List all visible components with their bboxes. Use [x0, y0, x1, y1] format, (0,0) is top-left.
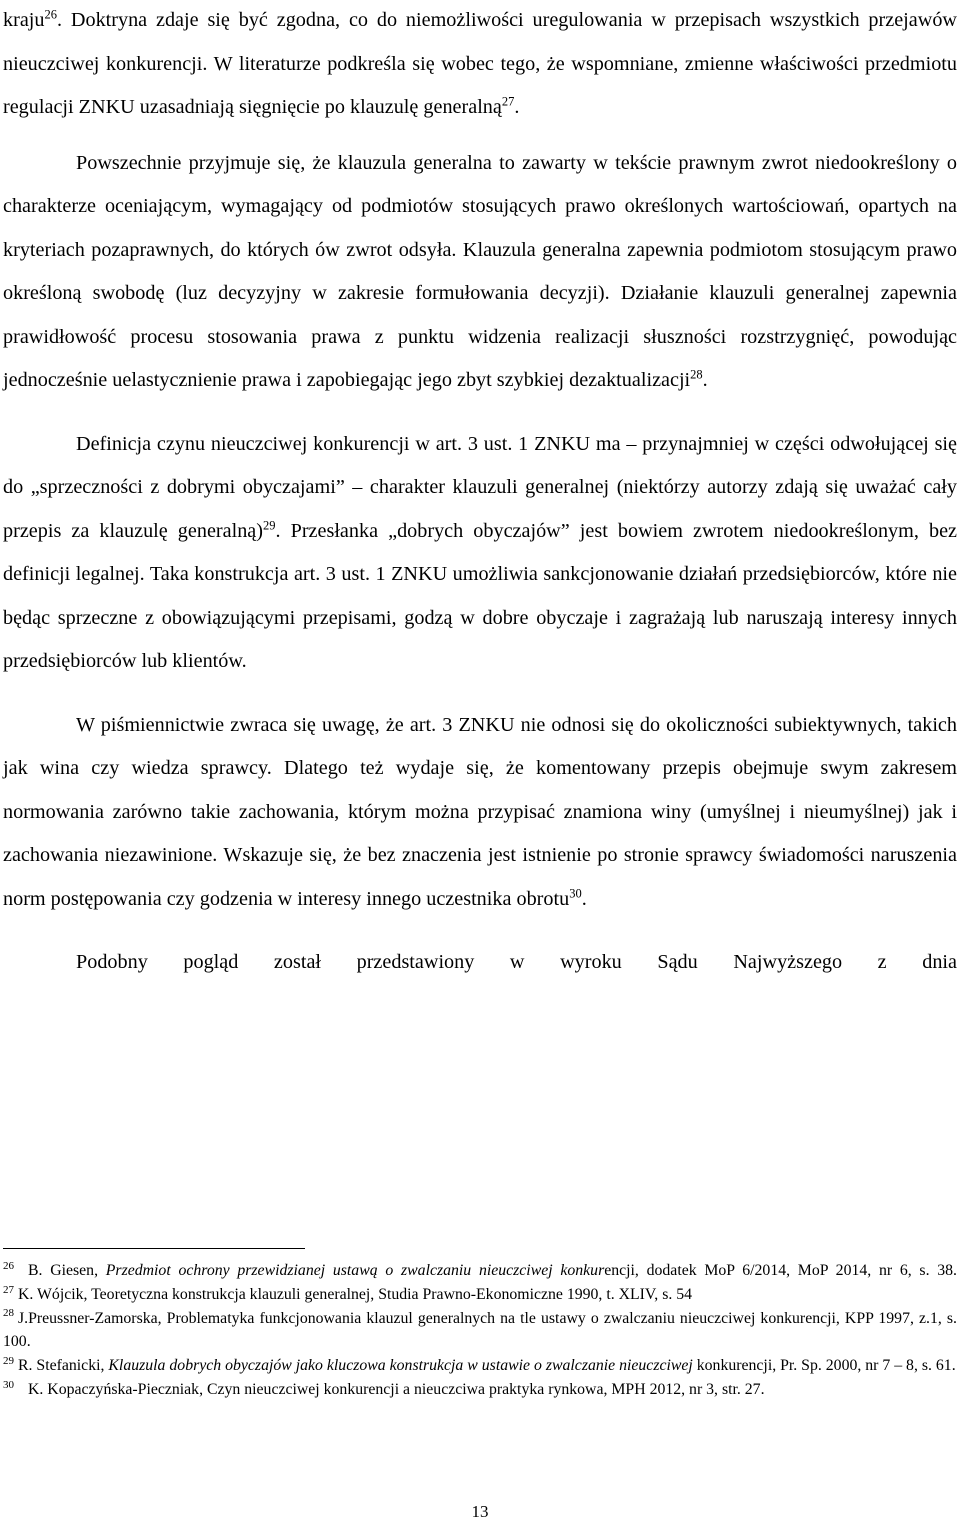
text-run: K. Kopaczyńska-Pieczniak, Czyn nieuczciwej konkurencji a nieuczciwa praktyka rynkowa, MPH 2012, nr 3, str. 27.: [28, 1380, 765, 1398]
footnote: [3, 1354, 957, 1378]
paragraph: [3, 423, 957, 684]
italic-title: Klauzula dobrych obyczajów jako kluczowa konstrukcja w ustawie o zwalczanie nieuczciwej: [108, 1357, 693, 1375]
text-run: B. Giesen,: [28, 1262, 106, 1279]
italic-title: Przedmiot ochrony przewidzianej ustawą o zwalczaniu nieuczciwej konkur: [105, 1262, 605, 1279]
footnote-reference: 26: [44, 7, 57, 22]
footnote-number: 30: [3, 1378, 14, 1391]
footnote-reference: 29: [262, 517, 276, 532]
text-run: . Doktryna zdaje się być zgodna, co do niemożliwości uregulowania w przepisach wszystkich przejawów nieuczciwej konkurencji. W literaturze podkreśla się wobec tego, że wspomniane, zmienne właściwości przedmiotu regulacji ZNKU uzasadniają sięgnięcie po klauzulę generalną: [3, 9, 957, 118]
text-run: R. Stefanicki,: [18, 1357, 109, 1375]
paragraph: [3, 941, 957, 985]
text-run: .: [702, 369, 708, 391]
text-run: . Przesłanka „dobrych obyczajów” jest bowiem zwrotem niedookreślonym, bez definicji legalnej. Taka konstrukcja art. 3 ust. 1 ZNKU umożliwia sankcjonowanie działań przedsiębiorców, które nie będąc sprzeczne z obowiązującymi przepisami, godzą w dobre obyczaje i zagrażają lub naruszają interesy innych przedsiębiorców lub klientów.: [3, 519, 957, 672]
footnote-reference: 27: [501, 94, 515, 109]
footnote: [3, 1259, 957, 1283]
footnote-number: 29: [3, 1354, 14, 1367]
paragraph: [3, 142, 957, 403]
text-run: K. Wójcik, Teoretyczna konstrukcja klauzuli generalnej, Studia Prawno-Ekonomiczne 1990, t. XLIV, s. 54: [18, 1285, 693, 1303]
footnote-reference: 28: [690, 367, 703, 382]
text-run: .: [514, 96, 520, 118]
text-run: J.Preussner-Zamorska, Problematyka funkcjonowania klauzul generalnych na tle ustawy o zwalczaniu nieuczciwej konkurencji, KPP 1997, z.1, s. 100.: [3, 1309, 957, 1351]
paragraph: [3, 704, 957, 922]
text-run: konkurencji, Pr. Sp. 2000, nr 7 – 8, s. 61.: [692, 1357, 956, 1375]
footnote-number: 26: [3, 1259, 14, 1272]
footnote-separator: [3, 1248, 305, 1249]
footnote-reference: 30: [569, 885, 582, 900]
paragraph: [3, 0, 957, 130]
footnote: [3, 1378, 957, 1402]
text-run: kraju: [3, 9, 45, 31]
text-run: Definicja czynu nieuczciwej konkurencji w art. 3 ust. 1 ZNKU ma – przynajmniej w części odwołującej się do „sprzeczności z dobrymi obyczajami” – charakter klauzuli generalnej (niektórzy autorzy zdają się uważać cały przepis za klauzulę generalną): [3, 432, 957, 542]
footnotes: [3, 1259, 957, 1402]
text-run: .: [581, 887, 587, 910]
footnote: [3, 1283, 957, 1307]
page-number: 13: [471, 1502, 489, 1521]
body-text: [3, 0, 957, 985]
footnote: [3, 1307, 957, 1355]
text-run: W piśmiennictwie zwraca się uwagę, że art. 3 ZNKU nie odnosi się do okoliczności subiektywnych, takich jak wina czy wiedza sprawcy. Dlatego też wydaje się, że komentowany przepis obejmuje swym zakresem normowania zarówno takie zachowania, którym można przypisać znamiona winy (umyślnej i nieumyślnej) jak i zachowania niezawinione. Wskazuje się, że bez znaczenia jest istnienie po stronie sprawcy świadomości naruszenia norm postępowania czy godzenia w interesy innego uczestnika obrotu: [3, 713, 957, 910]
footnote-number: 27: [3, 1283, 14, 1296]
text-run: encji, dodatek MoP 6/2014, MoP 2014, nr 6, s. 38.: [604, 1262, 957, 1279]
text-run: Powszechnie przyjmuje się, że klauzula generalna to zawarty w tekście prawnym zwrot niedookreślony o charakterze oceniającym, wymagający od podmiotów stosujących prawo określonych wartościowań, opartych na kryteriach pozaprawnych, do których ów zwrot odsyła. Klauzula generalna zapewnia podmiotom stosującym prawo określoną swobodę (luz decyzyjny w zakresie formułowania decyzji). Działanie klauzuli generalnej zapewnia prawidłowość procesu stosowania prawa z punktu widzenia realizacji słuszności rozstrzygnięć, powodując jednocześnie uelastycznienie prawa i zapobiegając jego zbyt szybkiej dezaktualizacji: [3, 151, 957, 391]
text-run: Podobny pogląd został przedstawiony w wyroku Sądu Najwyższego z dnia: [76, 951, 957, 973]
footnote-number: 28: [3, 1307, 14, 1320]
